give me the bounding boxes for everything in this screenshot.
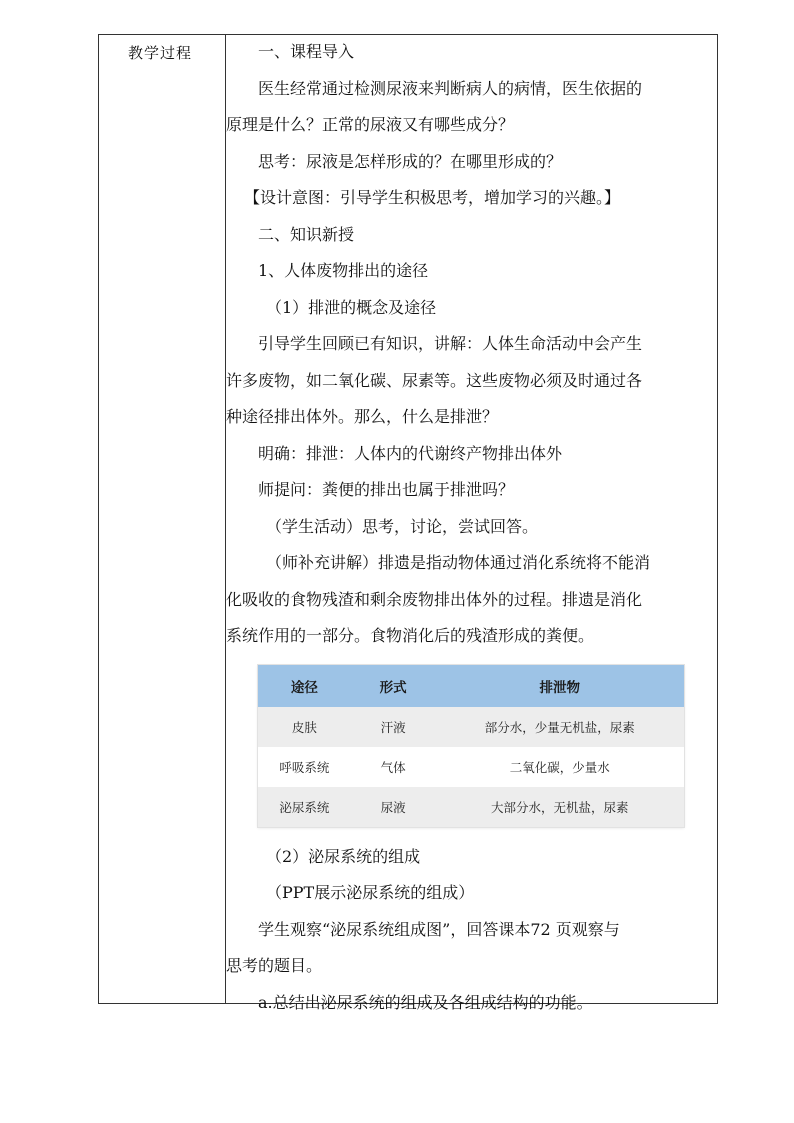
paragraph-line: （PPT展示泌尿系统的组成） — [266, 883, 475, 902]
excretion-table — [258, 665, 684, 827]
paragraph-line: 引导学生回顾已有知识，讲解：人体生命活动中会产生 — [258, 334, 643, 353]
table-cell: 尿液 — [351, 787, 436, 827]
paragraph-line: 种途径排出体外。那么，什么是排泄？ — [226, 407, 499, 426]
table-header: 途径 — [258, 665, 351, 707]
paragraph-line: （师补充讲解）排遗是指动物体通过消化系统将不能消 — [266, 553, 651, 572]
heading-new-knowledge: 二、知识新授 — [258, 224, 355, 244]
paragraph-line: （学生活动）思考，讨论，尝试回答。 — [266, 516, 539, 536]
subheading-excretion: （1）排泄的概念及途径 — [266, 297, 437, 317]
table-cell: 二氧化碳，少量水 — [436, 747, 684, 787]
table-cell: 大部分水，无机盐，尿素 — [436, 787, 684, 827]
paragraph-line: 许多废物，如二氧化碳、尿素等。这些废物必须及时通过各 — [226, 370, 643, 390]
table-header: 排泄物 — [436, 665, 684, 707]
paragraph-line: 学生观察“泌尿系统组成图”，回答课本72 页观察与 — [258, 919, 620, 939]
paragraph-line: a.总结出泌尿系统的组成及各组成结构的功能。 — [258, 992, 593, 1012]
paragraph-line: 思考：尿液是怎样形成的？在哪里形成的？ — [258, 151, 563, 171]
paragraph-line: 化吸收的食物残渣和剩余废物排出体外的过程。排遗是消化 — [226, 589, 643, 609]
table-row — [258, 747, 684, 787]
subheading-urinary-system: （2）泌尿系统的组成 — [266, 846, 421, 866]
design-intent: 【设计意图：引导学生积极思考，增加学习的兴趣。】 — [244, 188, 621, 207]
table-cell: 汗液 — [351, 707, 436, 747]
table-cell: 呼吸系统 — [258, 747, 351, 787]
table-row — [258, 787, 684, 827]
table-cell: 皮肤 — [258, 707, 351, 747]
section-label: 教学过程 — [128, 44, 193, 62]
paragraph-line: 医生经常通过检测尿液来判断病人的病情，医生依据的 — [258, 78, 643, 98]
table-cell: 气体 — [351, 747, 436, 787]
table-header: 形式 — [351, 665, 436, 707]
paragraph-line: 明确：排泄：人体内的代谢终产物排出体外 — [258, 443, 563, 463]
paragraph-line: 思考的题目。 — [226, 956, 323, 975]
content-cell — [226, 34, 716, 1021]
heading-intro: 一、课程导入 — [258, 42, 355, 61]
subheading-waste-routes: 1、人体废物排出的途径 — [258, 261, 429, 280]
table-row — [258, 707, 684, 747]
paragraph-line: 原理是什么？正常的尿液又有哪些成分？ — [226, 115, 515, 134]
table-cell: 部分水，少量无机盐，尿素 — [436, 707, 684, 747]
paragraph-line: 系统作用的一部分。食物消化后的残渣形成的粪便。 — [226, 626, 595, 645]
paragraph-line: 师提问：粪便的排出也属于排泄吗？ — [258, 480, 515, 499]
table-cell: 泌尿系统 — [258, 787, 351, 827]
